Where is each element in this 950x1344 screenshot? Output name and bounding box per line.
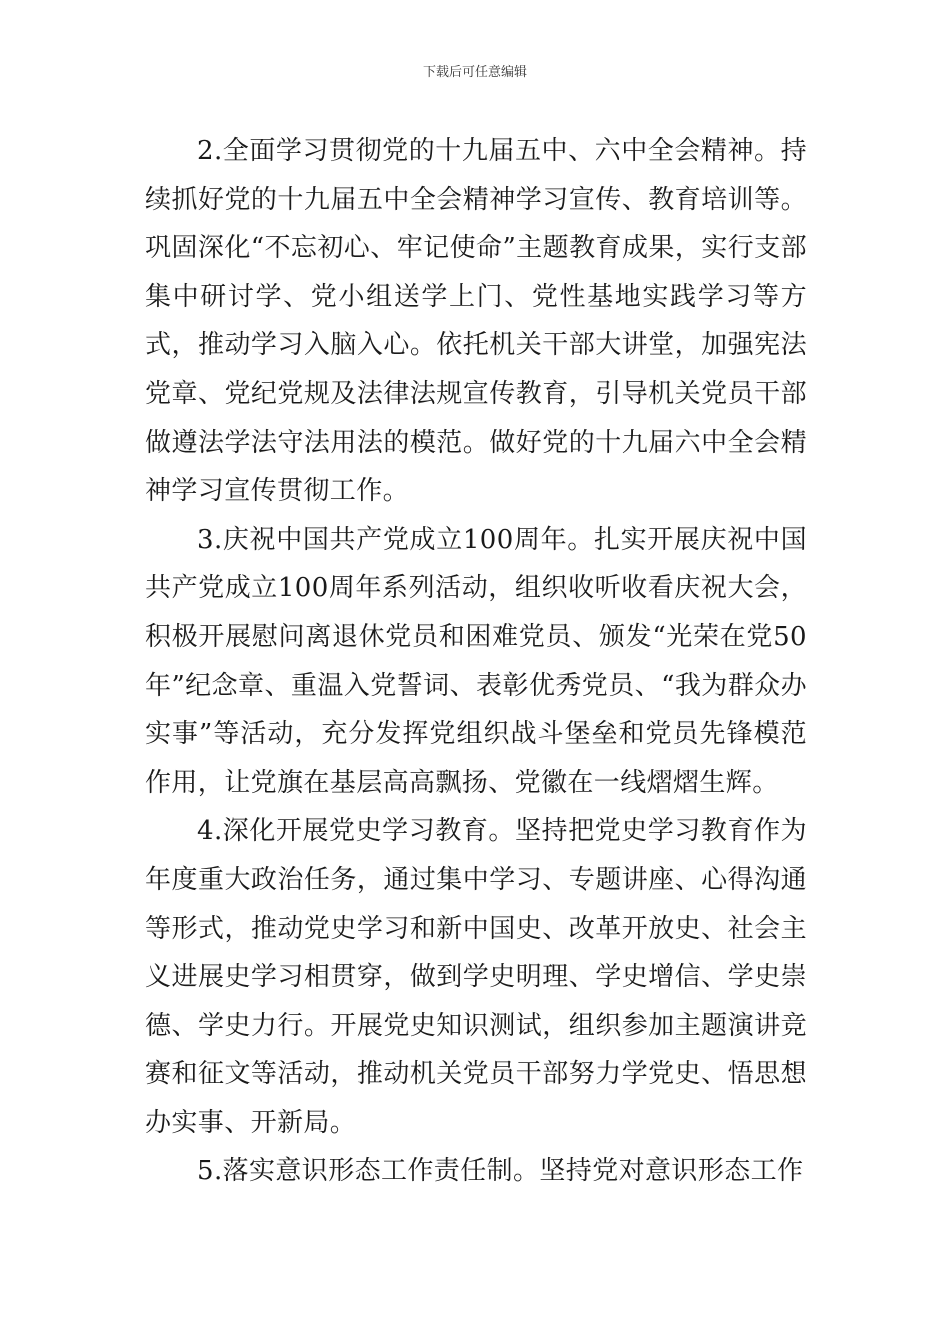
paragraph-item-4: 4.深化开展党史学习教育。坚持把党史学习教育作为年度重大政治任务，通过集中学习、专题讲座、心得沟通等形式，推动党史学习和新中国史、改革开放史、社会主义进展史学习相贯穿，做到学史明理、学史增信、学史崇德、学史力行。开展党史知识测试，组织参加主题演讲竞赛和征文等活动，推动机关党员干部努力学党史、悟思想办实事、开新局。: [145, 816, 807, 1138]
paragraph-item-2: 2.全面学习贯彻党的十九届五中、六中全会精神。持续抓好党的十九届五中全会精神学习宣传、教育培训等。巩固深化“不忘初心、牢记使命”主题教育成果，实行支部集中研讨学、党小组送学上门、党性基地实践学习等方式，推动学习入脑入心。依托机关干部大讲堂，加强宪法党章、党纪党规及法律法规宣传教育，引导机关党员干部做遵法学法守法用法的模范。做好党的十九届六中全会精神学习宣传贯彻工作。: [145, 136, 807, 507]
paragraph-item-3: 3.庆祝中国共产党成立100周年。扎实开展庆祝中国共产党成立100周年系列活动，组织收听收看庆祝大会，积极开展慰问离退休党员和困难党员、颁发“光荣在党50年”纪念章、重温入党誓词、表彰优秀党员、“我为群众办实事”等活动，充分发挥党组织战斗堡垒和党员先锋模范作用，让党旗在基层高高飘扬、党徽在一线熠熠生辉。: [145, 524, 807, 798]
document-body: [145, 127, 807, 1196]
page-header: 下载后可任意编辑: [422, 65, 527, 80]
paragraph-item-5: 5.落实意识形态工作责任制。坚持党对意识形态工作: [197, 1156, 804, 1187]
